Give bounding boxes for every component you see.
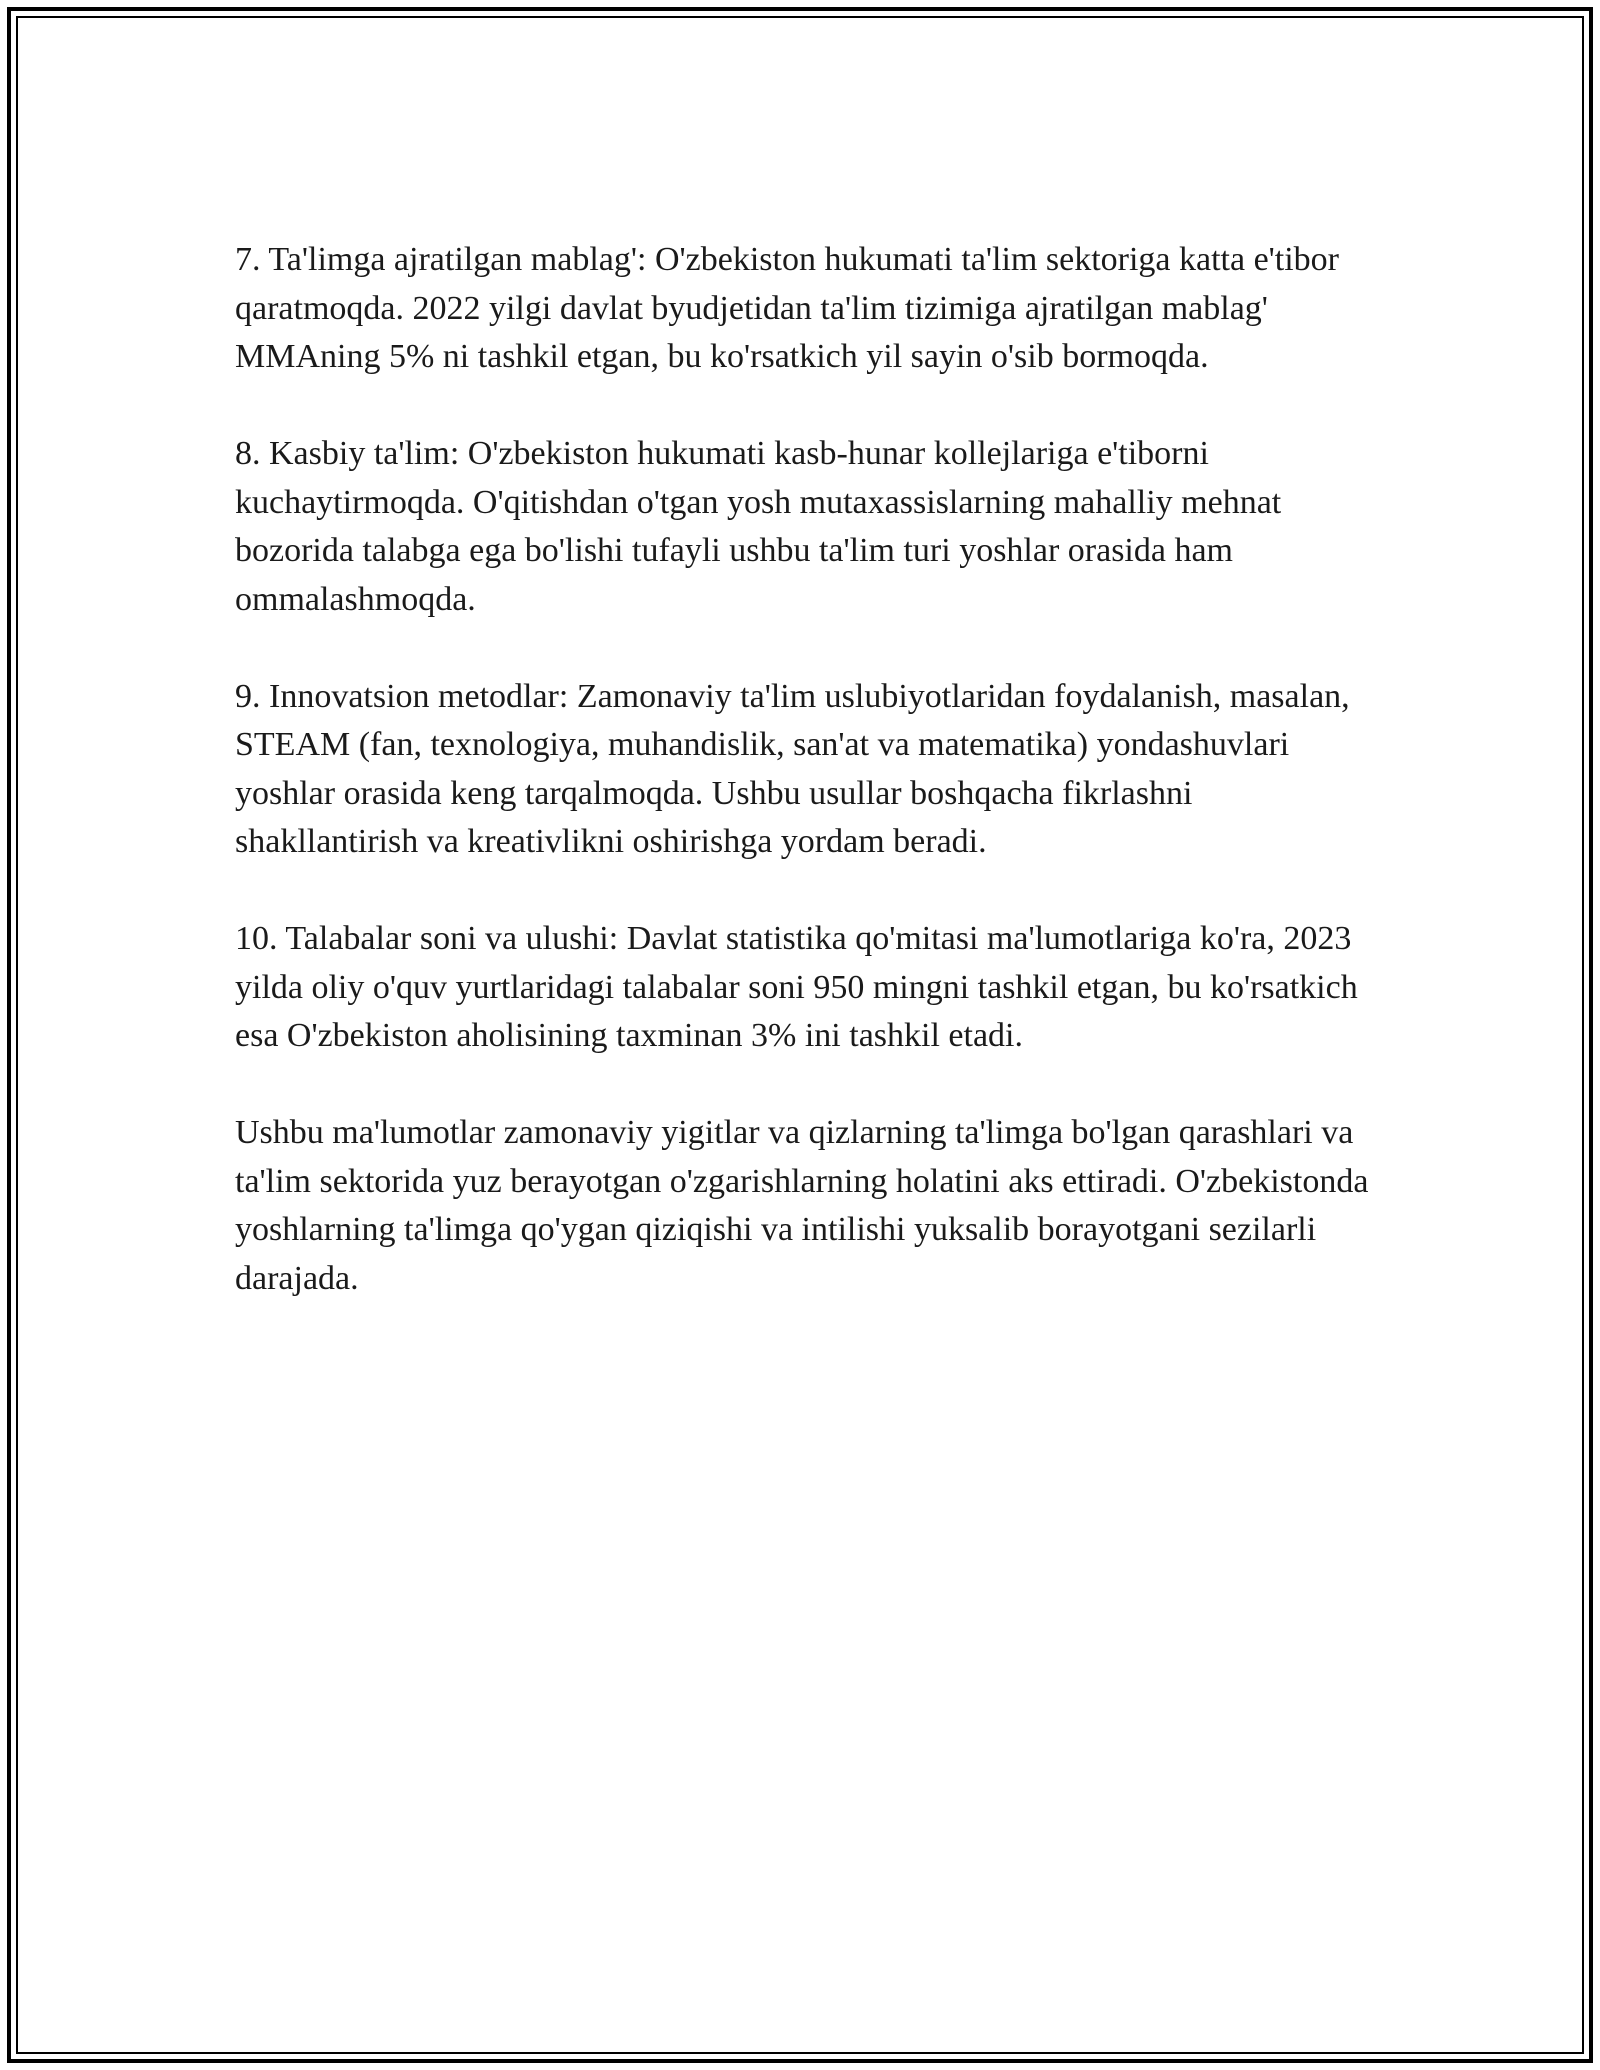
paragraph-kasbiy-talim: 8. Kasbiy ta'lim: O'zbekiston hukumati kasb-hunar kollejlariga e'tiborni kuchaytirmoqda. O'qitishdan o'tgan yosh mutaxassislarning mahalliy mehnat bozorida talabga ega bo'lishi tufayli ushbu ta'lim turi yoshlar orasida ham ommalashmoqda. — [235, 435, 1282, 618]
document-body — [235, 236, 1375, 1352]
paragraph-talimga-ajratilgan-mablag: 7. Ta'limga ajratilgan mablag': O'zbekiston hukumati ta'lim sektoriga katta e'tibor qaratmoqda. 2022 yilgi davlat byudjetidan ta'lim tizimiga ajratilgan mablag' MMAning 5% ni tashkil etgan, bu ko'rsatkich yil sayin o'sib bormoqda. — [235, 241, 1340, 375]
paragraph-conclusion: Ushbu ma'lumotlar zamonaviy yigitlar va qizlarning ta'limga bo'lgan qarashlari va ta'lim sektorida yuz berayotgan o'zgarishlarning holatini aks ettiradi. O'zbekistonda yoshlarning ta'limga qo'ygan qiziqishi va intilishi yuksalib borayotgani sezilarli darajada. — [235, 1114, 1369, 1297]
paragraph-innovatsion-metodlar: 9. Innovatsion metodlar: Zamonaviy ta'lim uslubiyotlaridan foydalanish, masalan, STEAM (fan, texnologiya, muhandislik, san'at va matematika) yondashuvlari yoshlar orasida keng tarqalmoqda. Ushbu usullar boshqacha fikrlashni shakllantirish va kreativlikni oshirishga yordam beradi. — [235, 677, 1350, 860]
paragraph-talabalar-soni: 10. Talabalar soni va ulushi: Davlat statistika qo'mitasi ma'lumotlariga ko'ra, 2023 yilda oliy o'quv yurtlaridagi talabalar soni 950 mingni tashkil etgan, bu ko'rsatkich esa O'zbekiston aholisining taxminan 3% ini tashkil etadi. — [235, 920, 1358, 1054]
